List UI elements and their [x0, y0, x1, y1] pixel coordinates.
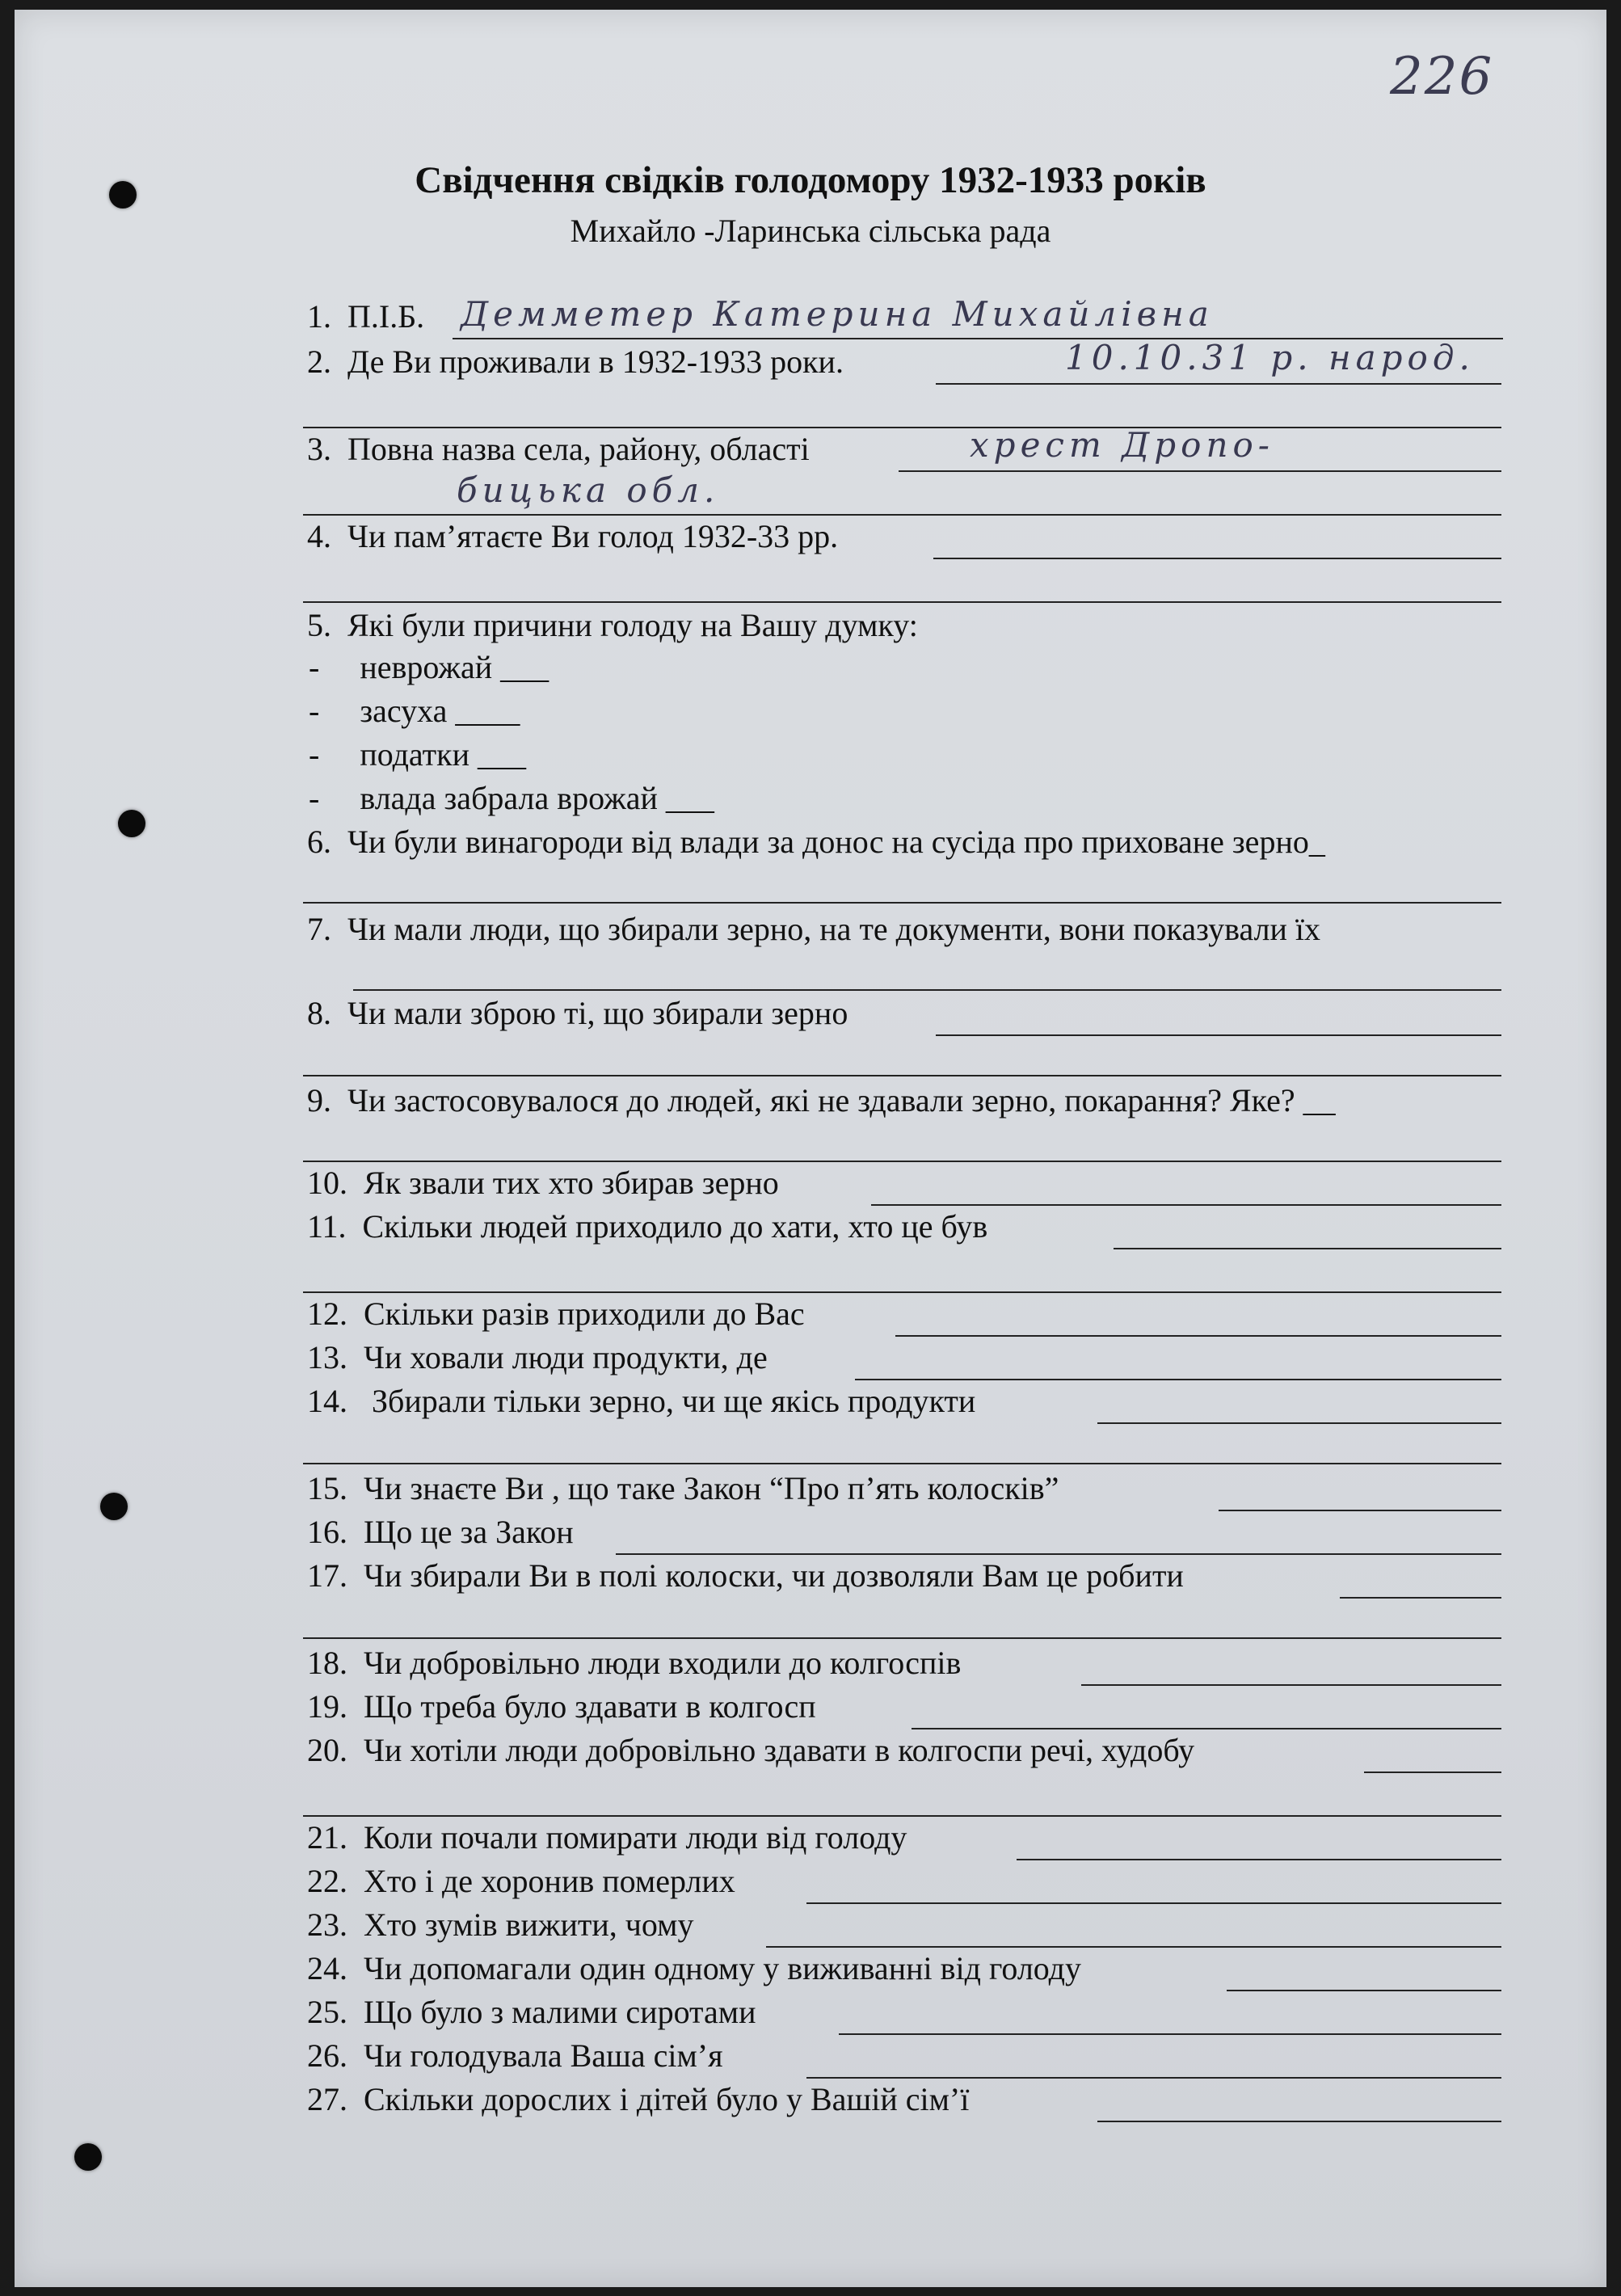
option-text: засуха ____ [360, 693, 520, 729]
question-number: 13. [307, 1339, 347, 1375]
question-number: 2. [307, 343, 331, 380]
question-text: Збирали тільки зерно, чи ще якісь продукти [372, 1383, 976, 1419]
answer-line[interactable] [766, 1946, 1501, 1948]
question-text: Що це за Закон [364, 1514, 574, 1550]
question-18 [307, 1644, 961, 1683]
cause-option [309, 648, 549, 687]
question-14 [307, 1382, 975, 1421]
answer-line[interactable] [303, 601, 1501, 603]
question-text: Скільки людей приходило до хати, хто це був [362, 1208, 988, 1245]
answer-line[interactable] [1097, 1422, 1501, 1424]
question-number: 16. [307, 1514, 347, 1550]
question-23 [307, 1906, 693, 1944]
question-text: Скільки разів приходили до Вас [364, 1295, 805, 1332]
answer-line[interactable] [912, 1728, 1501, 1729]
question-number: 1. [307, 298, 331, 335]
question-number: 8. [307, 995, 331, 1031]
question-6 [307, 823, 1325, 862]
question-number: 26. [307, 2037, 347, 2074]
page-number: 226 [1390, 47, 1494, 107]
option-dash: - [309, 649, 320, 685]
question-25 [307, 1993, 756, 2032]
handwritten-place-1: хрест Дропо- [970, 425, 1274, 465]
question-text: Чи голодувала Ваша сім’я [364, 2037, 723, 2074]
question-number: 6. [307, 824, 331, 860]
punch-hole [74, 2143, 102, 2171]
answer-line[interactable] [895, 1335, 1501, 1337]
question-number: 22. [307, 1863, 347, 1899]
answer-line[interactable] [806, 1902, 1501, 1904]
answer-line[interactable] [855, 1379, 1501, 1380]
cause-option [309, 735, 526, 774]
answer-line[interactable] [1017, 1859, 1501, 1860]
question-number: 21. [307, 1819, 347, 1856]
answer-line[interactable] [303, 1075, 1501, 1076]
answer-line[interactable] [1219, 1510, 1501, 1511]
question-24 [307, 1949, 1081, 1988]
question-number: 20. [307, 1732, 347, 1768]
question-13 [307, 1338, 768, 1377]
handwritten-birth: 10.10.31 р. народ. [1065, 338, 1475, 377]
answer-line[interactable] [1340, 1597, 1501, 1599]
question-text: Що було з малими сиротами [364, 1994, 756, 2030]
option-text: неврожай ___ [360, 649, 549, 685]
question-text: Що треба було здавати в колгосп [364, 1688, 816, 1725]
answer-line[interactable] [1114, 1248, 1501, 1249]
question-21 [307, 1818, 907, 1857]
question-text: Чи збирали Ви в полі колоски, чи дозволяли Вам це робити [364, 1557, 1184, 1594]
option-dash: - [309, 693, 320, 729]
question-text: Чи допомагали один одному у виживанні від голоду [364, 1950, 1082, 1986]
answer-line[interactable] [806, 2077, 1501, 2079]
answer-line[interactable] [1364, 1772, 1501, 1773]
option-text: влада забрала врожай ___ [360, 780, 714, 816]
question-number: 23. [307, 1906, 347, 1943]
answer-line[interactable] [303, 1161, 1501, 1162]
question-text: Чи ховали люди продукти, де [364, 1339, 768, 1375]
question-number: 4. [307, 518, 331, 554]
question-number: 25. [307, 1994, 347, 2030]
answer-line[interactable] [839, 2033, 1501, 2035]
question-text: Скільки дорослих і дітей було у Вашій сім’ї [364, 2081, 970, 2117]
answer-line[interactable] [1097, 2121, 1501, 2122]
option-dash: - [309, 780, 320, 816]
question-number: 14. [307, 1383, 347, 1419]
cause-option [309, 692, 520, 731]
answer-line[interactable] [936, 383, 1501, 385]
answer-line[interactable] [303, 1815, 1501, 1817]
question-text: П.І.Б. [347, 298, 425, 335]
question-number: 3. [307, 431, 331, 467]
question-15 [307, 1469, 1059, 1508]
question-8 [307, 994, 848, 1033]
question-number: 18. [307, 1645, 347, 1681]
question-4 [307, 517, 838, 556]
answer-line[interactable] [871, 1204, 1501, 1206]
question-text: Чи мали зброю ті, що збирали зерно [347, 995, 848, 1031]
option-text: податки ___ [360, 736, 526, 773]
answer-line[interactable] [353, 989, 1501, 991]
question-text: Чи пам’ятаєте Ви голод 1932-33 рр. [347, 518, 839, 554]
question-22 [307, 1862, 735, 1901]
question-number: 17. [307, 1557, 347, 1594]
answer-line[interactable] [1227, 1990, 1501, 1991]
question-26 [307, 2037, 723, 2075]
answer-line[interactable] [899, 470, 1501, 472]
question-text: Коли почали помирати люди від голоду [364, 1819, 907, 1856]
answer-line[interactable] [303, 1463, 1501, 1464]
question-10 [307, 1164, 779, 1203]
question-text: Де Ви проживали в 1932-1933 роки. [347, 343, 844, 380]
handwritten-place-2: бицька обл. [457, 470, 720, 510]
handwritten-name: Демметер Катерина Михайлівна [461, 294, 1214, 334]
question-3 [307, 430, 810, 469]
question-number: 19. [307, 1688, 347, 1725]
question-number: 27. [307, 2081, 347, 2117]
question-text: Хто і де хоронив померлих [364, 1863, 735, 1899]
question-number: 12. [307, 1295, 347, 1332]
question-27 [307, 2080, 969, 2119]
page-title: Свідчення свідків голодомору 1932-1933 років [415, 159, 1206, 201]
question-5 [307, 606, 918, 645]
question-text: Чи мали люди, що збирали зерно, на те документи, вони показували їх [347, 911, 1321, 947]
question-text: Які були причини голоду на Вашу думку: [347, 607, 918, 643]
answer-line[interactable] [303, 1291, 1501, 1293]
question-text: Чи хотіли люди добровільно здавати в колгоспи речі, худобу [364, 1732, 1195, 1768]
answer-line[interactable] [616, 1553, 1501, 1555]
page-subtitle: Михайло -Ларинська сільська рада [570, 213, 1051, 249]
question-text: Як звали тих хто збирав зерно [364, 1165, 779, 1201]
question-text: Чи застосовувалося до людей, які не здавали зерно, покарання? Яке? __ [347, 1082, 1336, 1119]
question-number: 24. [307, 1950, 347, 1986]
answer-line[interactable] [1081, 1684, 1501, 1686]
question-1 [307, 297, 424, 336]
question-19 [307, 1687, 816, 1726]
question-number: 11. [307, 1208, 347, 1245]
question-20 [307, 1731, 1194, 1770]
question-text: Повна назва села, району, області [347, 431, 810, 467]
question-text: Чи знаєте Ви , що таке Закон “Про п’ять колосків” [364, 1470, 1059, 1506]
question-number: 10. [307, 1165, 347, 1201]
question-2 [307, 343, 844, 381]
question-number: 5. [307, 607, 331, 643]
question-number: 7. [307, 911, 331, 947]
question-text: Чи були винагороди від влади за донос на сусіда про приховане зерно_ [347, 824, 1325, 860]
question-17 [307, 1557, 1184, 1595]
answer-line[interactable] [303, 427, 1501, 428]
punch-hole [100, 1493, 128, 1520]
punch-hole [118, 810, 145, 837]
question-number: 9. [307, 1082, 331, 1119]
answer-line[interactable] [303, 902, 1501, 904]
question-number: 15. [307, 1470, 347, 1506]
question-11 [307, 1207, 987, 1246]
question-text: Чи добровільно люди входили до колгоспів [364, 1645, 962, 1681]
question-text: Хто зумів вижити, чому [364, 1906, 694, 1943]
option-dash: - [309, 736, 320, 773]
answer-line[interactable] [303, 1637, 1501, 1639]
cause-option [309, 779, 714, 818]
answer-line[interactable] [936, 1034, 1501, 1036]
question-7 [307, 910, 1320, 949]
question-9 [307, 1081, 1336, 1120]
question-16 [307, 1513, 574, 1552]
answer-line[interactable] [933, 558, 1501, 559]
question-12 [307, 1295, 805, 1333]
answer-line[interactable] [303, 514, 1501, 516]
